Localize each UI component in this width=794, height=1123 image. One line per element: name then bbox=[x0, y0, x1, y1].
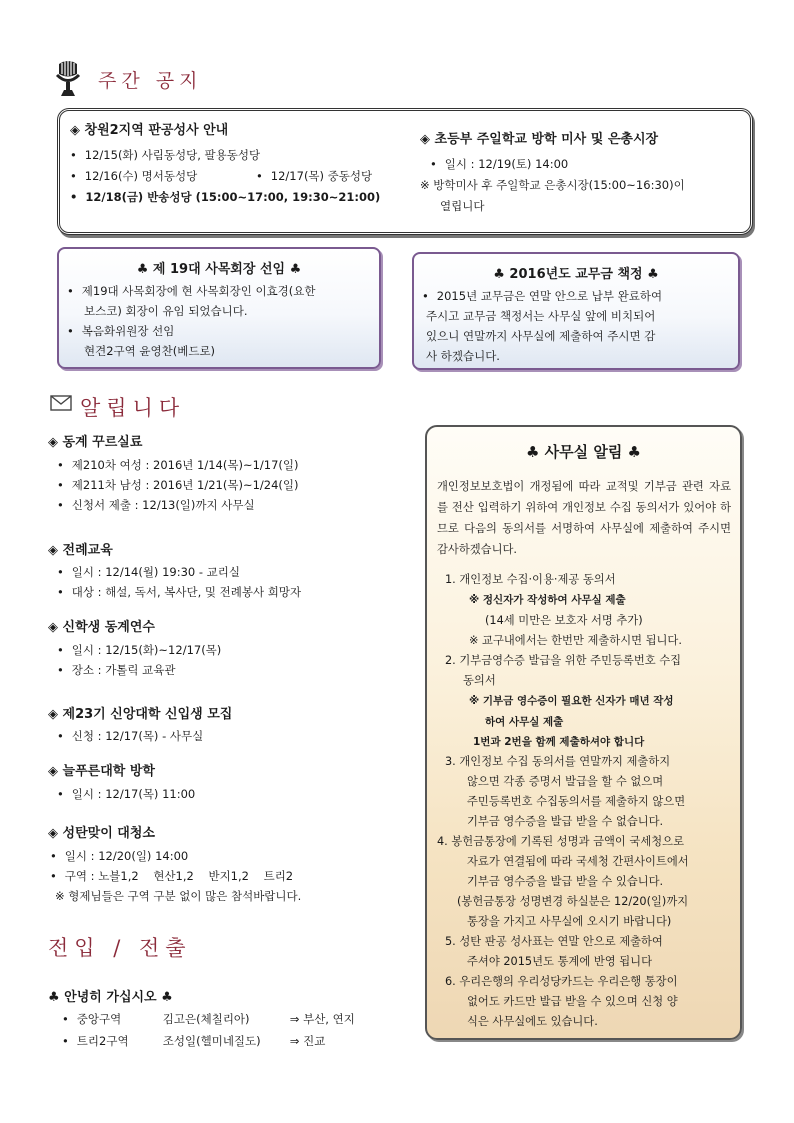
sunday-school-date: • 일시 : 12/19(토) 14:00 bbox=[430, 157, 569, 171]
transfer-zone: 트리2구역 bbox=[76, 1034, 129, 1048]
office-item: ※ 정신자가 작성하여 사무실 제출 bbox=[469, 594, 626, 606]
council-line: • 제19대 사목회장에 현 사목회장인 이효경(요한 bbox=[67, 284, 316, 298]
notices-title: 알립니다 bbox=[80, 396, 186, 420]
penance-line: • 12/16(수) 명서동성당 bbox=[70, 169, 198, 183]
notice-line: • 장소 : 가톨릭 교육관 bbox=[57, 663, 176, 677]
office-item: 하여 사무실 제출 bbox=[485, 716, 564, 728]
penance-line: • 12/18(금) 반송성당 (15:00~17:00, 19:30~21:00) bbox=[70, 190, 381, 204]
council-line: • 복음화위원장 선임 bbox=[67, 324, 175, 338]
notice-line: • 제210차 여성 : 2016년 1/14(목)~1/17(일) bbox=[57, 458, 299, 472]
notice-title: ◈ 제23기 신앙대학 신입생 모집 bbox=[48, 707, 233, 722]
notice-line: • 신청 : 12/17(목) - 사무실 bbox=[57, 729, 204, 743]
office-item: 없어도 카드만 발급 받을 수 있으며 신청 양 bbox=[467, 995, 678, 1008]
office-item: 기부금 영수증을 발급 받을 수 있습니다. bbox=[467, 875, 664, 888]
office-item: 1. 개인정보 수집·이용·제공 동의서 bbox=[445, 573, 616, 586]
transfer-title: 전입 / 전출 bbox=[48, 936, 192, 960]
notice-title: ◈ 전례교육 bbox=[48, 543, 113, 558]
notice-title: ◈ 동계 꾸르실료 bbox=[48, 435, 143, 450]
notice-line: • 일시 : 12/15(화)~12/17(목) bbox=[57, 643, 222, 657]
transfer-dest: ⇒ 진교 bbox=[289, 1034, 326, 1048]
office-item: ※ 기부금 영수증이 필요한 신자가 매년 작성 bbox=[469, 695, 674, 707]
office-item: (봉헌금통장 성명변경 하실분은 12/20(일)까지 bbox=[457, 895, 689, 908]
office-item: 동의서 bbox=[463, 674, 496, 687]
office-item: 2. 기부금영수증 발급을 위한 주민등록번호 수집 bbox=[445, 654, 682, 667]
transfer-dest: ⇒ 부산, 연지 bbox=[289, 1012, 355, 1026]
office-item: 식은 사무실에도 있습니다. bbox=[467, 1015, 598, 1028]
notice-line: • 제211차 남성 : 2016년 1/21(목)~1/24(일) bbox=[57, 478, 299, 492]
envelope-icon bbox=[50, 395, 72, 415]
sunday-school-note: 열립니다 bbox=[440, 199, 485, 213]
transfer-person: 조성일(헬미네질도) bbox=[162, 1034, 261, 1048]
office-item: 주셔야 2015년도 통계에 반영 됩니다 bbox=[467, 955, 652, 968]
notice-title: ◈ 성탄맞이 대청소 bbox=[48, 826, 155, 841]
office-item: 주민등록번호 수집동의서를 제출하지 않으면 bbox=[467, 795, 686, 808]
notice-line: • 일시 : 12/14(월) 19:30 - 교리실 bbox=[57, 565, 241, 579]
office-item: 통장을 가지고 사무실에 오시기 바랍니다) bbox=[467, 915, 672, 928]
office-item: 5. 성탄 판공 성사표는 연말 안으로 제출하여 bbox=[445, 935, 663, 948]
dues-line: • 2015년 교무금은 연말 안으로 납부 완료하여 bbox=[422, 289, 663, 303]
council-title: ♣ 제 19대 사목회장 선임 ♣ bbox=[136, 262, 302, 277]
sunday-school-note: ※ 방학미사 후 주일학교 은총시장(15:00~16:30)이 bbox=[420, 178, 685, 192]
dues-title: ♣ 2016년도 교무금 책정 ♣ bbox=[493, 267, 659, 282]
transfer-zone: 중앙구역 bbox=[76, 1012, 122, 1026]
office-item: 기부금 영수증을 발급 받을 수 없습니다. bbox=[467, 815, 664, 828]
office-item: 3. 개인정보 수집 동의서를 연말까지 제출하지 bbox=[445, 755, 671, 768]
dues-line: 사 하겠습니다. bbox=[426, 349, 500, 363]
sunday-school-title: ◈ 초등부 주일학교 방학 미사 및 은총시장 bbox=[420, 132, 659, 147]
office-item: 4. 봉헌금통장에 기록된 성명과 금액이 국세청으로 bbox=[437, 835, 684, 848]
notice-line: • 일시 : 12/17(목) 11:00 bbox=[57, 787, 196, 801]
transfer-row: • 트리2구역 조성일(헬미네질도) ⇒ 진교 bbox=[62, 1031, 325, 1051]
notice-line: • 구역 : 노블1,2 현산1,2 반지1,2 트리2 bbox=[50, 869, 294, 883]
office-notice-box bbox=[425, 425, 742, 1040]
notice-note: ※ 형제님들은 구역 구분 없이 많은 참석바랍니다. bbox=[55, 889, 302, 903]
notice-line: • 신청서 제출 : 12/13(일)까지 사무실 bbox=[57, 498, 255, 512]
office-item: (14세 미만은 보호자 서명 추가) bbox=[485, 614, 643, 627]
dues-line: 주시고 교무금 책정서는 사무실 앞에 비치되어 bbox=[426, 309, 656, 323]
page-title: 주간 공지 bbox=[98, 70, 203, 92]
office-intro: 개인정보보호법이 개정됨에 따라 교적및 기부금 관련 자료를 전산 입력하기 위하여 개인정보 수집 동의서가 있어야 하므로 다음의 동의서를 서명하여 사무실에 제출하여 주시면 감사하겠습니다. bbox=[437, 480, 731, 556]
penance-title: ◈ 창원2지역 판공성사 안내 bbox=[70, 123, 229, 138]
dues-line: 있으니 연말까지 사무실에 제출하여 주시면 감 bbox=[426, 329, 656, 343]
microphone-icon bbox=[55, 60, 81, 98]
penance-line: • 12/15(화) 사림동성당, 팔용동성당 bbox=[70, 148, 261, 162]
council-line: 현견2구역 윤영찬(베드로) bbox=[84, 344, 216, 358]
notice-title: ◈ 신학생 동계연수 bbox=[48, 620, 155, 635]
council-box bbox=[57, 247, 381, 369]
parish-notice-box bbox=[57, 108, 753, 235]
transfer-row: • 중앙구역 김고은(체칠리아) ⇒ 부산, 연지 bbox=[62, 1009, 355, 1029]
office-item: 1번과 2번을 함께 제출하셔야 합니다 bbox=[473, 736, 645, 748]
penance-line: • 12/17(목) 중동성당 bbox=[256, 169, 373, 183]
farewell-title: ♣ 안녕히 가십시오 ♣ bbox=[48, 990, 173, 1005]
office-item: 자료가 연결됨에 따라 국세청 간편사이트에서 bbox=[467, 855, 689, 868]
office-item: 6. 우리은행의 우리성당카드는 우리은행 통장이 bbox=[445, 975, 678, 988]
council-line: 보스코) 회장이 유임 되었습니다. bbox=[84, 304, 248, 318]
transfer-person: 김고은(체칠리아) bbox=[162, 1012, 250, 1026]
notice-line: • 일시 : 12/20(일) 14:00 bbox=[50, 849, 189, 863]
office-item: ※ 교구내에서는 한번만 제출하시면 됩니다. bbox=[469, 634, 682, 647]
dues-box bbox=[412, 252, 740, 370]
notice-title: ◈ 늘푸른대학 방학 bbox=[48, 764, 155, 779]
office-title: ♣ 사무실 알림 ♣ bbox=[525, 443, 641, 461]
notice-line: • 대상 : 해설, 독서, 복사단, 및 전례봉사 희망자 bbox=[57, 585, 302, 599]
office-item: 않으면 각종 증명서 발급을 할 수 없으며 bbox=[467, 775, 664, 788]
